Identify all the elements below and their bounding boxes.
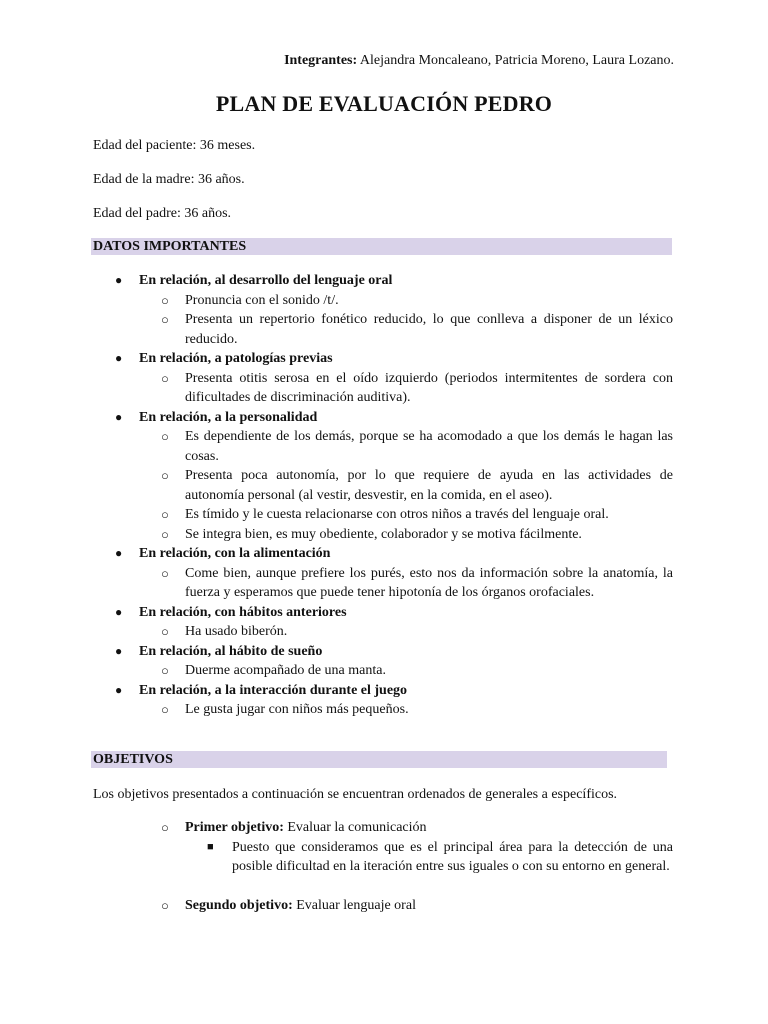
heading-text: En relación, con hábitos anteriores <box>139 604 347 620</box>
objective-text: Evaluar la comunicación <box>287 820 427 835</box>
datos-heading <box>93 271 673 291</box>
heading-text: En relación, a la personalidad <box>139 409 318 425</box>
datos-item <box>93 661 673 681</box>
members-line <box>284 51 674 71</box>
hollow-bullet-icon: ○ <box>161 624 169 639</box>
item-text: Presenta un repertorio fonético reducido, lo que conlleva a disponer de un léxico reducido. <box>185 312 673 347</box>
mother-age: Edad de la madre: 36 años. <box>93 172 245 187</box>
square-bullet-icon: ■ <box>207 840 214 853</box>
heading-text: En relación, con la alimentación <box>139 546 331 561</box>
objective-item <box>93 896 673 916</box>
objetivos-intro: Los objetivos presentados a continuación se encuentran ordenados de generales a específicos. <box>93 787 618 802</box>
hollow-bullet-icon: ○ <box>161 312 169 327</box>
patient-age: Edad del paciente: 36 meses. <box>93 138 256 153</box>
hollow-bullet-icon: ○ <box>161 292 169 308</box>
objective-text: Evaluar lenguaje oral <box>296 897 416 913</box>
item-text: Presenta poca autonomía, por lo que requiere de ayuda en las actividades de autonomía personal (al vestir, desvestir, en la comida, en el aseo). <box>185 468 673 503</box>
item-text: Presenta otitis serosa en el oído izquierdo (periodos intermitentes de sordera con dificultades de discriminación auditiva). <box>185 370 673 405</box>
heading-text: En relación, a patologías previas <box>139 351 333 366</box>
datos-group <box>93 271 673 349</box>
item-text: Duerme acompañado de una manta. <box>185 663 386 678</box>
datos-group <box>93 642 673 681</box>
section-datos-importantes: DATOS IMPORTANTES <box>91 238 672 255</box>
hollow-bullet-icon: ○ <box>161 897 169 913</box>
item-text: Pronuncia con el sonido /t/. <box>185 292 339 308</box>
datos-item <box>93 291 673 311</box>
filled-bullet-icon: ● <box>115 604 123 619</box>
filled-bullet-icon: ● <box>115 643 123 658</box>
objective-detail-text: Puesto que consideramos que es el principal área para la detección de una posible dificultad en la iteración entre sus iguales o con su entorno en general. <box>232 839 673 874</box>
item-text: Ha usado biberón. <box>185 624 288 639</box>
document-title: PLAN DE EVALUACIÓN PEDRO <box>215 91 553 116</box>
datos-heading <box>93 681 673 701</box>
datos-heading <box>93 408 673 428</box>
datos-item <box>93 310 673 349</box>
datos-group <box>93 603 673 642</box>
hollow-bullet-icon: ○ <box>161 663 169 678</box>
heading-text: En relación, a la interacción durante el juego <box>139 682 408 698</box>
heading-text: En relación, al desarrollo del lenguaje oral <box>139 273 393 288</box>
datos-item <box>93 564 673 603</box>
hollow-bullet-icon: ○ <box>161 702 169 717</box>
datos-group <box>93 408 673 545</box>
hollow-bullet-icon: ○ <box>161 526 169 542</box>
item-text: Come bien, aunque prefiere los purés, esto nos da información sobre la anatomía, la fuerza y esperamos que puede tener hipotonía de los órganos orofaciales. <box>185 565 673 600</box>
datos-heading <box>93 642 673 662</box>
hollow-bullet-icon: ○ <box>161 429 169 444</box>
filled-bullet-icon: ● <box>115 682 123 697</box>
hollow-bullet-icon: ○ <box>161 507 169 522</box>
hollow-bullet-icon: ○ <box>161 468 169 483</box>
hollow-bullet-icon: ○ <box>161 565 169 581</box>
hollow-bullet-icon: ○ <box>161 370 169 386</box>
heading-text: En relación, al hábito de sueño <box>139 643 323 659</box>
item-text: Es tímido y le cuesta relacionarse con otros niños a través del lenguaje oral. <box>185 507 609 522</box>
filled-bullet-icon: ● <box>115 351 123 365</box>
datos-item <box>93 525 673 545</box>
members-label: Integrantes: <box>284 53 358 68</box>
section-objetivos: OBJETIVOS <box>91 751 667 768</box>
datos-group <box>93 349 673 408</box>
father-age: Edad del padre: 36 años. <box>93 206 232 221</box>
datos-group <box>93 681 673 720</box>
datos-heading <box>93 603 673 623</box>
datos-group <box>93 544 673 603</box>
datos-heading <box>93 349 673 369</box>
hollow-bullet-icon: ○ <box>161 820 169 835</box>
objective-item <box>93 818 673 838</box>
datos-item <box>93 700 673 720</box>
filled-bullet-icon: ● <box>115 273 123 287</box>
item-text: Le gusta jugar con niños más pequeños. <box>185 702 409 717</box>
datos-item <box>93 622 673 642</box>
members-names: Alejandra Moncaleano, Patricia Moreno, Laura Lozano. <box>359 53 674 68</box>
datos-list <box>93 271 673 720</box>
filled-bullet-icon: ● <box>115 546 123 560</box>
item-text: Se integra bien, es muy obediente, colaborador y se motiva fácilmente. <box>185 526 582 542</box>
objetivos-list <box>93 818 673 915</box>
item-text: Es dependiente de los demás, porque se ha acomodado a que los demás le hagan las cosas. <box>185 429 673 464</box>
filled-bullet-icon: ● <box>115 409 123 424</box>
objective-detail <box>93 838 673 877</box>
datos-item <box>93 369 673 408</box>
datos-item <box>93 505 673 525</box>
datos-heading <box>93 544 673 564</box>
datos-item <box>93 427 673 466</box>
objective-label: Primer objetivo: <box>185 820 284 835</box>
datos-item <box>93 466 673 505</box>
objective-label: Segundo objetivo: <box>185 897 293 913</box>
